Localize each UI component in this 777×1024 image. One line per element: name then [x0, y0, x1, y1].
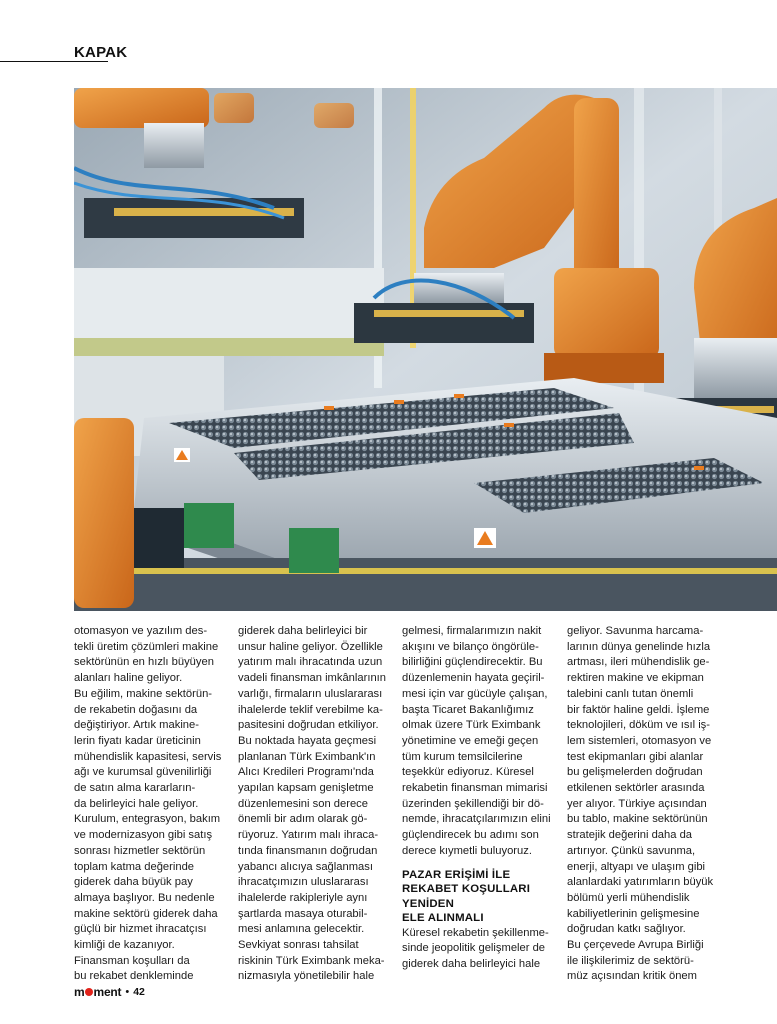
subheading: PAZAR ERİŞİMİ İLE REKABET KOŞULLARI YENİDEN ELE ALINMALI [402, 868, 531, 925]
magazine-logo: m ment [74, 985, 122, 999]
footer-bullet: • [125, 986, 130, 998]
text-column-4 [567, 624, 720, 985]
body-paragraph: giderek daha belirleyici bir unsur haline geliyor. Özellikle yatırım malı ihracatında uzun vadeli finansman imkânlarının varlığı, firmaların uluslararası ihalelerde teklif verebilme ka- pasitesini doğrudan etkiliyor. Bu noktada hayata geçmesi planlanan Türk Eximbank'ın Alıcı Kredileri Programı'nda yapılan kapsam genişletme düzenlemesini son derece önemli bir adım olarak gö- rüyoruz. Yatırım malı ihraca- tında finansmanın doğrudan yabancı alıcıya sağlanması ihracatçımızın uluslararası ihalelerde rakipleriyle aynı şartlarda masaya oturabil- mesi anlamına gelecektir. Sevkiyat sonrası tahsilat riskinin Türk Eximbank meka- nizmasıyla yönetilebilir hale [238, 625, 386, 983]
body-paragraph: otomasyon ve yazılım des- tekli üretim çözümleri makine sektörünün en hızlı büyüyen alanları haline geliyor. Bu eğilim, makine sektörün- de rekabetin doğasını da değiştiriyor. Artık makine- lerin fiyatı kadar üreticinin mühendislik kapasitesi, servis ağı ve kurumsal güvenilirliği de satın alma kararların- da belirleyici hale geliyor. Kurulum, entegrasyon, bakım ve modernizasyon gibi satış sonrası hizmetler sektörün toplam katma değerinde giderek daha büyük pay almaya başlıyor. Bu nedenle makine sektörü giderek daha güçlü bir hizmet ihracatçısı kimliği de kazanıyor. Finansman koşulları da bu rekabet denkleminde [74, 625, 222, 983]
section-rule [0, 61, 108, 62]
body-paragraph: Küresel rekabetin şekillenme- sinde jeopolitik gelişmeler de giderek daha belirleyici hale [402, 926, 549, 970]
section-label: KAPAK [74, 44, 128, 61]
page-footer [74, 985, 145, 999]
hero-photo [74, 88, 777, 611]
text-column-3 [402, 624, 555, 973]
text-column-1 [74, 624, 227, 985]
page-number: 42 [133, 986, 145, 998]
body-paragraph: geliyor. Savunma harcama- larının dünya genelinde hızla artması, ileri mühendislik ge- rektiren makine ve ekipman talebini canlı tutan önemli bir faktör haline geldi. İşleme teknolojileri, döküm ve ısıl iş- lem sistemleri, otomasyon ve test ekipmanları gibi alanlar bu gelişmelerden doğrudan etkilenen sektörler arasında yer alıyor. Türkiye açısından bu tablo, makine sektörünün stratejik değerini daha da artırıyor. Çünkü savunma, enerji, altyapı ve ulaşım gibi alanlardaki yatırımların büyük bölümü yerli mühendislik kabiliyetlerinin gelişmesine doğrudan katkı sağlıyor. Bu çerçevede Avrupa Birliği ile ilişkilerimiz de sektörü- müz açısından kritik önem [567, 625, 714, 983]
body-paragraph: gelmesi, firmalarımızın nakit akışını ve bilanço öngörüle- bilirliğini güçlendirecektir. Bu düzenlemenin hayata geçiril- mesi için var gücüyle çalışan, başta Ticaret Bakanlığımız olmak üzere Türk Eximbank yönetimine ve emeği geçen tüm kurum temsilcilerine teşekkür ediyoruz. Küresel rekabetin finansman mimarisi üzerinden şekillendiği bir dö- nemde, ihracatçılarımızın elini güçlendirecek bu adımı son derece kıymetli buluyoruz. [402, 625, 551, 857]
text-column-2 [238, 624, 391, 985]
logo-dot-icon [85, 988, 93, 996]
